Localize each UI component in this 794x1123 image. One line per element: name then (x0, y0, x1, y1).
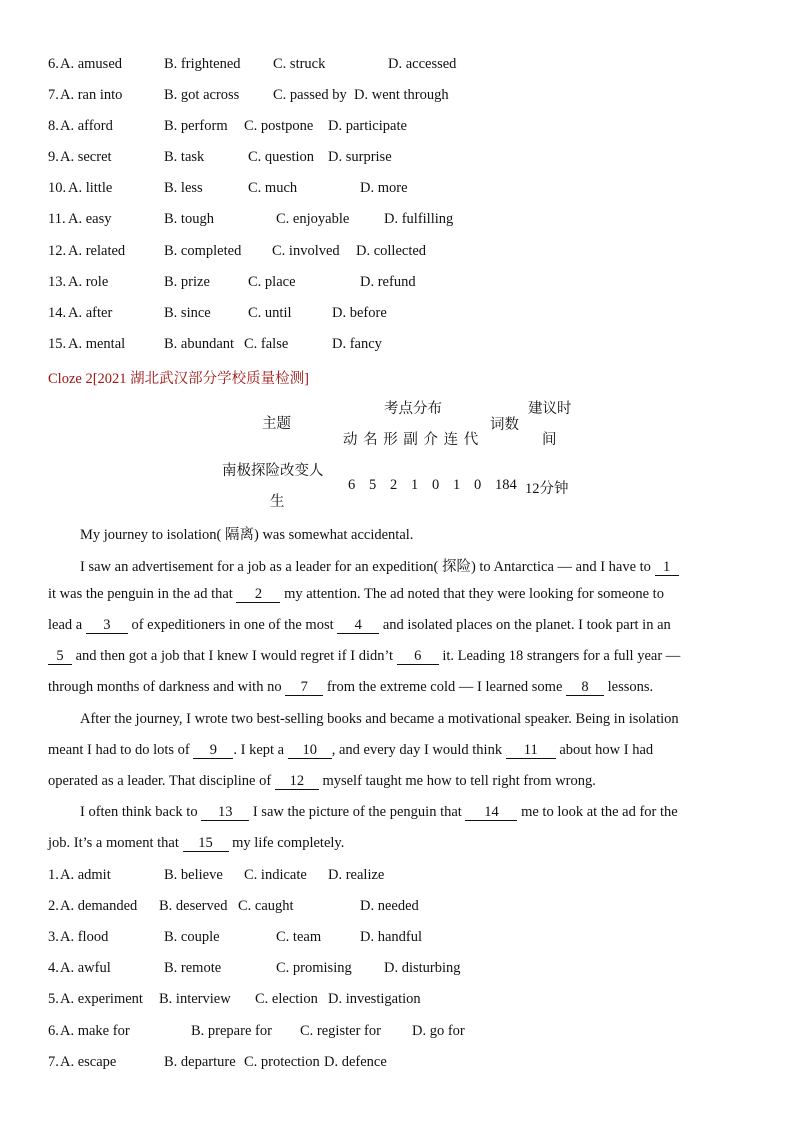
question-number: 7. (48, 87, 59, 103)
pos-pron: 代 (463, 432, 479, 448)
question-number: 5. (48, 991, 59, 1007)
option-c: C. false (244, 336, 289, 352)
option-c: C. enjoyable (276, 211, 350, 227)
option-c: C. place (248, 274, 296, 290)
option-c: C. much (248, 180, 298, 196)
option-a: A. afford (60, 118, 113, 134)
option-a: A. admit (60, 867, 111, 883)
option-d: D. accessed (388, 56, 457, 72)
option-d: D. needed (360, 898, 419, 914)
option-d: D. refund (360, 274, 416, 290)
passage-text: my attention. The ad noted that they were looking for someone to (284, 586, 664, 602)
passage-text: lead a (48, 617, 83, 633)
option-c: C. involved (272, 243, 340, 259)
option-d: D. defence (324, 1054, 387, 1070)
blank-11[interactable]: 11 (506, 742, 556, 759)
option-d: D. more (360, 180, 408, 196)
option-d: D. go for (412, 1023, 465, 1039)
pos-conj: 连 (443, 432, 459, 448)
passage-text: it. Leading 18 strangers for a full year — (442, 648, 681, 664)
question-number: 11. (48, 211, 66, 227)
table-header-theme: 主题 (262, 416, 291, 432)
passage-line (48, 617, 671, 634)
option-a: A. escape (60, 1054, 117, 1070)
option-c: C. struck (273, 56, 326, 72)
question-number: 1. (48, 867, 59, 883)
option-d: D. fancy (332, 336, 382, 352)
pos-verb: 动 (343, 432, 358, 448)
question-number: 6. (48, 1023, 59, 1039)
table-cell-count: 1 (453, 477, 461, 493)
option-a: A. amused (60, 56, 123, 72)
passage-text: job. It’s a moment that (48, 835, 179, 851)
passage-line (48, 773, 596, 790)
blank-2[interactable]: 2 (236, 586, 280, 603)
option-a: A. related (68, 243, 126, 259)
passage-text: , and every day I would think (331, 742, 503, 758)
option-b: B. believe (164, 867, 223, 883)
option-c: C. caught (238, 898, 294, 914)
question-number: 4. (48, 960, 59, 976)
option-b: B. prepare for (191, 1023, 272, 1039)
option-c: C. postpone (244, 118, 314, 134)
passage-text: operated as a leader. That discipline of (48, 773, 272, 789)
passage-text: myself taught me how to tell right from wrong. (322, 773, 596, 789)
blank-12[interactable]: 12 (275, 773, 319, 790)
option-b: B. deserved (159, 898, 228, 914)
option-b: B. couple (164, 929, 220, 945)
option-b: B. task (164, 149, 205, 165)
option-b: B. got across (164, 87, 240, 103)
table-cell-count: 0 (432, 477, 440, 493)
option-c: C. passed by (273, 87, 347, 103)
option-c: C. register for (300, 1023, 381, 1039)
pos-prep: 介 (423, 432, 438, 448)
blank-5[interactable]: 5 (48, 648, 72, 665)
question-number: 15. (48, 336, 67, 352)
option-b: B. prize (164, 274, 210, 290)
option-a: A. make for (60, 1023, 130, 1039)
cloze-title: Cloze 2[2021 湖北武汉部分学校质量检测] (48, 371, 309, 387)
blank-6[interactable]: 6 (397, 648, 439, 665)
blank-3[interactable]: 3 (86, 617, 128, 634)
passage-text: my life completely. (232, 835, 345, 851)
option-a: A. awful (60, 960, 111, 976)
question-number: 2. (48, 898, 59, 914)
option-b: B. less (164, 180, 203, 196)
blank-14[interactable]: 14 (465, 804, 517, 821)
table-cell-theme-2: 生 (270, 494, 285, 510)
passage-text: and isolated places on the planet. I took part in an (382, 617, 671, 633)
passage-text: me to look at the ad for the (521, 804, 678, 820)
option-a: A. after (68, 305, 113, 321)
option-a: A. mental (68, 336, 126, 352)
passage-text: through months of darkness and with no (48, 679, 282, 695)
passage-line (80, 523, 413, 544)
table-header-pos (343, 428, 478, 449)
passage-text: about how I had (559, 742, 654, 758)
table-cell-time: 12分钟 (525, 481, 569, 497)
passage-text: of expeditioners in one of the most (131, 617, 334, 633)
option-c: C. question (248, 149, 315, 165)
question-number: 7. (48, 1054, 59, 1070)
pos-noun: 名 (363, 432, 378, 448)
table-header-time: 建议时 (528, 401, 572, 417)
blank-7[interactable]: 7 (285, 679, 323, 696)
option-a: A. experiment (60, 991, 143, 1007)
passage-line (48, 586, 664, 603)
passage-line (48, 742, 653, 759)
table-cell-theme: 南极探险改变人 (222, 463, 324, 479)
table-cell-count: 6 (348, 477, 356, 493)
table-header-time-2: 间 (542, 432, 557, 448)
table-cell-count: 0 (474, 477, 482, 493)
option-d: D. surprise (328, 149, 392, 165)
option-b: B. departure (164, 1054, 236, 1070)
table-cell-count: 1 (411, 477, 419, 493)
table-cell-count: 5 (369, 477, 377, 493)
question-number: 6. (48, 56, 59, 72)
passage-text: lessons. (607, 679, 654, 695)
blank-4[interactable]: 4 (337, 617, 379, 634)
passage-text: My journey to isolation( 隔离) was somewhat accidental. (80, 527, 414, 543)
blank-1[interactable]: 1 (655, 559, 679, 576)
passage-line (80, 711, 679, 728)
option-a: A. flood (60, 929, 109, 945)
passage-text: meant I had to do lots of (48, 742, 190, 758)
option-a: A. little (68, 180, 113, 196)
table-header-words: 词数 (490, 417, 519, 433)
option-c: C. election (255, 991, 318, 1007)
passage-text: I saw the picture of the penguin that (252, 804, 462, 820)
question-number: 13. (48, 274, 67, 290)
option-b: B. since (164, 305, 211, 321)
option-c: C. until (248, 305, 292, 321)
passage-line (48, 648, 680, 665)
question-number: 14. (48, 305, 67, 321)
blank-8[interactable]: 8 (566, 679, 604, 696)
passage-line (80, 804, 678, 821)
table-cell-count: 2 (390, 477, 398, 493)
question-number: 8. (48, 118, 59, 134)
pos-adj: 形 (383, 432, 398, 448)
option-d: D. collected (356, 243, 427, 259)
option-b: B. perform (164, 118, 228, 134)
option-a: A. role (68, 274, 109, 290)
pos-adv: 副 (403, 432, 418, 448)
option-b: B. interview (159, 991, 231, 1007)
question-number: 12. (48, 243, 67, 259)
option-b: B. abundant (164, 336, 235, 352)
option-d: D. handful (360, 929, 423, 945)
passage-text: and then got a job that I knew I would regret if I didn’t (75, 648, 394, 664)
passage-line (48, 835, 344, 852)
option-d: D. fulfilling (384, 211, 454, 227)
option-b: B. frightened (164, 56, 241, 72)
option-b: B. remote (164, 960, 222, 976)
table-cell-words: 184 (495, 477, 517, 493)
passage-text: I saw an advertisement for a job as a leader for an expedition( 探险) to Antarctica — and I have to (80, 559, 651, 575)
passage-text: . I kept a (233, 742, 285, 758)
question-number: 9. (48, 149, 59, 165)
question-number: 10. (48, 180, 67, 196)
option-d: D. investigation (328, 991, 421, 1007)
option-a: A. ran into (60, 87, 123, 103)
option-d: D. disturbing (384, 960, 461, 976)
passage-text: I often think back to (80, 804, 198, 820)
passage-line (80, 555, 679, 576)
option-b: B. tough (164, 211, 214, 227)
passage-text: it was the penguin in the ad that (48, 586, 233, 602)
option-b: B. completed (164, 243, 242, 259)
option-a: A. easy (68, 211, 112, 227)
table-header-distribution: 考点分布 (384, 401, 442, 417)
option-d: D. went through (354, 87, 449, 103)
option-a: A. demanded (60, 898, 138, 914)
option-d: D. participate (328, 118, 407, 134)
blank-9[interactable]: 9 (193, 742, 233, 759)
blank-10[interactable]: 10 (288, 742, 332, 759)
question-number: 3. (48, 929, 59, 945)
passage-text: After the journey, I wrote two best-selling books and became a motivational speaker. Being in isolation (80, 711, 679, 727)
option-c: C. protection (244, 1054, 320, 1070)
option-c: C. team (276, 929, 322, 945)
passage-line (48, 679, 653, 696)
option-d: D. before (332, 305, 387, 321)
option-c: C. indicate (244, 867, 307, 883)
passage-text: from the extreme cold — I learned some (326, 679, 563, 695)
blank-15[interactable]: 15 (183, 835, 229, 852)
option-d: D. realize (328, 867, 385, 883)
option-a: A. secret (60, 149, 112, 165)
blank-13[interactable]: 13 (201, 804, 249, 821)
option-c: C. promising (276, 960, 352, 976)
